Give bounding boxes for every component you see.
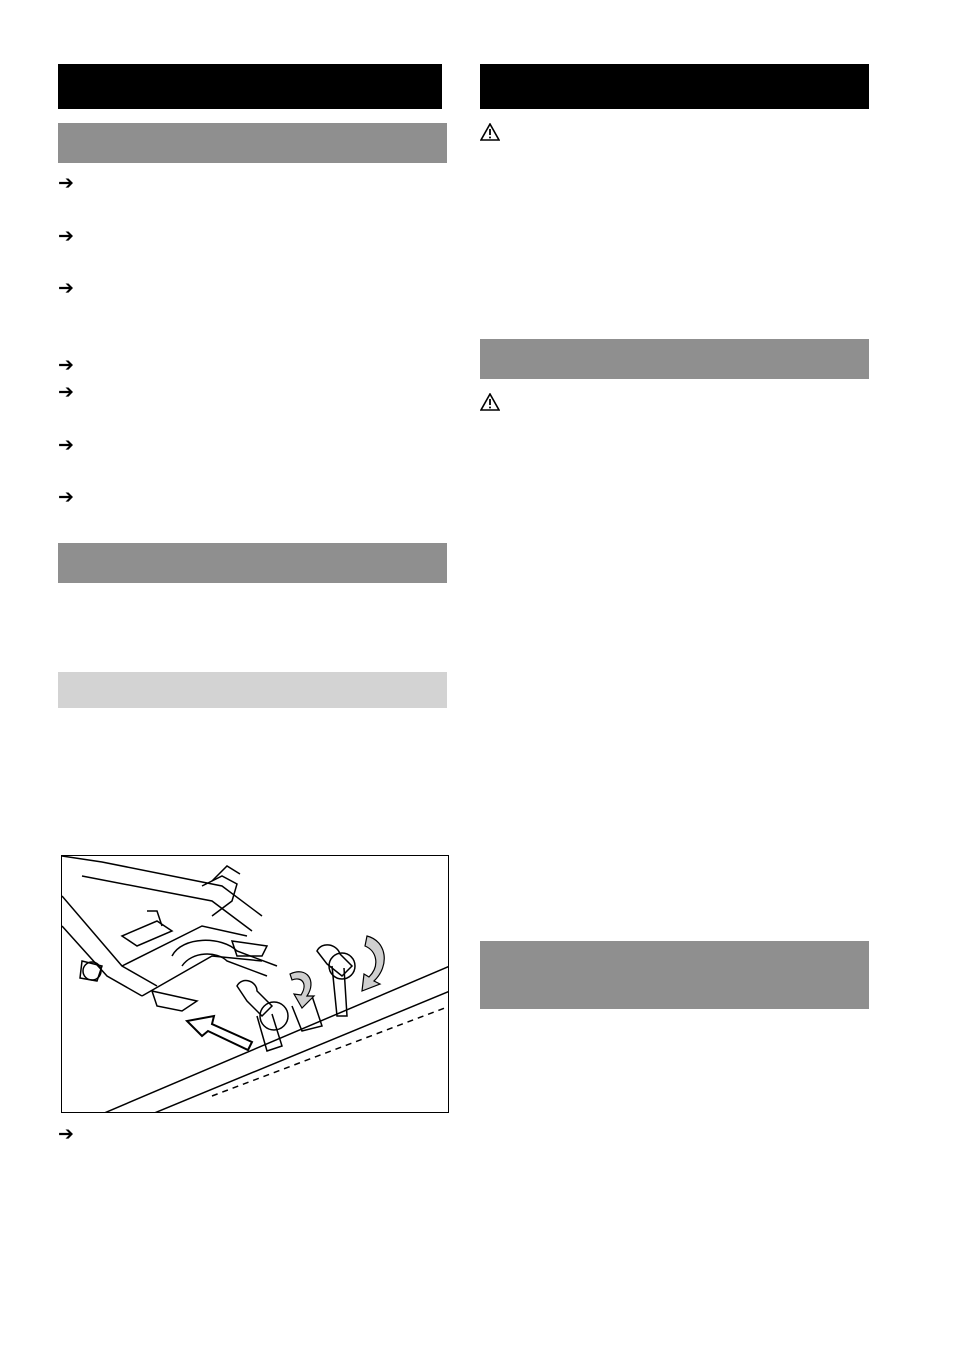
arrow-right-icon: ➔ xyxy=(58,226,74,247)
arrow-right-icon: ➔ xyxy=(58,278,74,299)
arrow-right-icon: ➔ xyxy=(58,435,74,456)
arrow-right-icon: ➔ xyxy=(58,355,74,376)
page-footer xyxy=(868,1292,874,1320)
warning-triangle-icon xyxy=(480,393,500,411)
mounting-illustration xyxy=(61,855,449,1113)
squeegee-mounting-drawing xyxy=(62,856,449,1113)
subsection-title-montage-barre xyxy=(58,672,447,708)
arrow-right-icon: ➔ xyxy=(58,382,74,403)
subsection-title-dechargement xyxy=(58,123,447,163)
arrow-right-icon: ➔ xyxy=(58,487,74,508)
subsection-title-deplacement xyxy=(480,941,869,1009)
arrow-right-icon: ➔ xyxy=(58,173,74,194)
left-section-title xyxy=(58,64,442,109)
warning-label-1 xyxy=(480,119,510,144)
warning-label-2 xyxy=(480,389,510,414)
right-section-title xyxy=(480,64,869,109)
arrow-right-icon: ➔ xyxy=(58,1124,74,1145)
warning-triangle-icon xyxy=(480,123,500,141)
subsection-title-remplissage xyxy=(480,339,869,379)
subsection-title-montage-brosses xyxy=(58,543,447,583)
